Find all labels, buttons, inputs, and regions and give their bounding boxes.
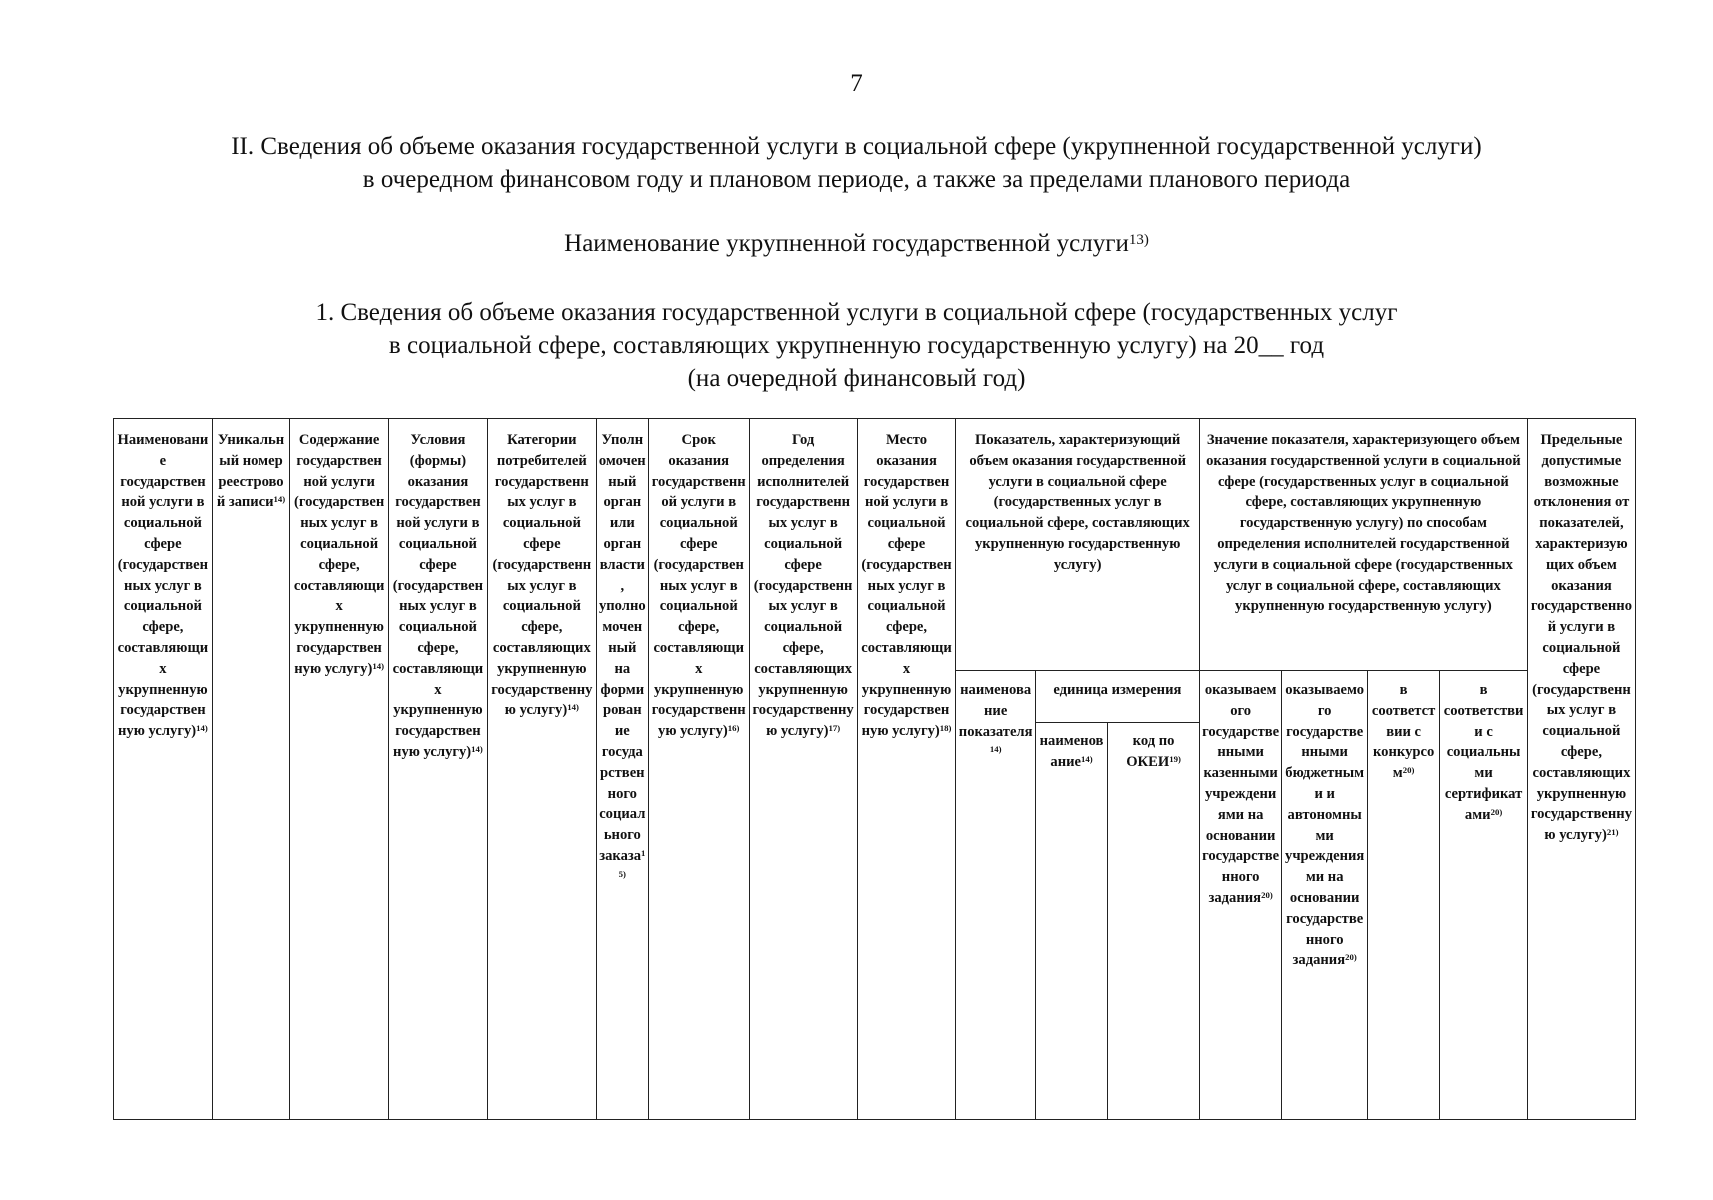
header-value-certificates <box>1440 671 1528 1120</box>
footnote-ref: 14) <box>1080 753 1093 764</box>
header-indicator-group <box>956 419 1199 671</box>
footnote-ref: 14) <box>989 744 1002 755</box>
header-text: Предельные допустимые возможные отклонения от показателей, характеризующих объем оказания государственной услуги в социальной сфере (государственных услуг в социальной сфере, составляющих укрупненную государственную услугу) <box>1530 432 1633 844</box>
header-text: единица измерения <box>1053 682 1182 698</box>
header-text: Срок оказания государственной услуги в социальной сфере (государственных услуг в социальной сфере, составляющих укрупненную государственную услугу) <box>651 432 746 740</box>
footnote-ref: 19) <box>1169 753 1181 764</box>
section-title-line-1: II. Сведения об объеме оказания государственной услуги в социальной сфере (укрупненной государственной услуги) <box>231 133 1482 160</box>
volume-table <box>113 418 1636 1120</box>
footnote-ref: 13) <box>1128 232 1149 249</box>
header-text: Место оказания государственной услуги в социальной сфере (государственных услуг в социальной сфере, составляющих укрупненную государственную услугу) <box>861 432 952 740</box>
footnote-ref: 20) <box>1402 765 1415 776</box>
footnote-ref: 14) <box>471 744 483 755</box>
service-name-label: Наименование укрупненной государственной услуги <box>564 230 1129 257</box>
header-service-content <box>290 419 389 1120</box>
header-text: Значение показателя, характеризующего объем оказания государственной услуги в социальной сфере (государственных услуг в социальной сфере, составляющих укрупненную государственную услугу) по способам определения исполнителей государственной услуги в социальной сфере (государственных услуг в социальной сфере, составляющих укрупненную государственную услугу) <box>1206 432 1521 615</box>
header-text: Уникальный номер реестровой записи <box>216 432 285 511</box>
header-provider-year <box>749 419 857 1120</box>
subsection-title <box>0 296 1713 395</box>
header-consumer-categories <box>487 419 596 1120</box>
section-title <box>0 130 1713 196</box>
footnote-ref: 20) <box>1345 952 1357 963</box>
footnote-ref: 15) <box>618 848 646 879</box>
footnote-ref: 14) <box>273 494 286 505</box>
header-service-term <box>648 419 749 1120</box>
header-unit-code <box>1108 723 1200 1120</box>
header-text: в соответствии с конкурсом <box>1371 682 1436 782</box>
header-unit-group <box>1035 671 1199 723</box>
footnote-ref: 18) <box>939 723 952 734</box>
service-name-heading <box>0 227 1713 260</box>
footnote-ref: 16) <box>727 723 740 734</box>
footnote-ref: 20) <box>1490 806 1503 817</box>
footnote-ref: 14) <box>567 702 579 713</box>
header-text: Показатель, характеризующий объем оказания государственной услуги в социальной сфере (государственных услуг в социальной сфере, составляющих укрупненную государственную услугу) <box>965 432 1190 573</box>
header-text: Уполномоченный орган или орган власти, уполномоченный на формирование государственного социального заказа <box>598 432 646 864</box>
header-value-budget-institutions <box>1282 671 1368 1120</box>
header-service-place <box>857 419 956 1120</box>
header-text: наименование показателя <box>958 682 1033 740</box>
header-text: оказываемого государственными бюджетными и автономными учреждениями на основании государственного задания <box>1285 682 1365 969</box>
header-value-state-institutions <box>1199 671 1282 1120</box>
header-unit-name <box>1035 723 1107 1120</box>
header-text: код по ОКЕИ <box>1126 733 1175 770</box>
page-number: 7 <box>850 70 863 97</box>
header-text: Содержание государственной услуги (государственных услуг в социальной сфере, составляющих укрупненную государственную услугу) <box>293 432 385 677</box>
header-indicator-name <box>956 671 1035 1120</box>
subsection-line-3: (на очередной финансовый год) <box>687 365 1026 392</box>
subsection-line-1: 1. Сведения об объеме оказания государственной услуги в социальной сфере (государственных услуг <box>315 299 1398 326</box>
header-text: в соответствии с социальными сертификатами <box>1443 682 1524 823</box>
footnote-ref: 17) <box>828 723 841 734</box>
header-service-conditions <box>389 419 488 1120</box>
footnote-ref: 14) <box>196 723 208 734</box>
header-allowed-deviation <box>1527 419 1635 1120</box>
header-text: Категории потребителей государственных услуг в социальной сфере (государственных услуг в социальной сфере, составляющих укрупненную государственную услугу) <box>491 432 593 719</box>
header-text: Наименование государственной услуги в социальной сфере (государственных услуг в социальной сфере, составляющих укрупненную государственную услугу) <box>117 432 209 740</box>
subsection-line-2: в социальной сфере, составляющих укрупненную государственную услугу) на 20__ год <box>388 332 1325 359</box>
header-text: наименование <box>1039 733 1104 770</box>
header-text: оказываемого государственными казенными учреждениями на основании государственного задания <box>1202 682 1280 906</box>
header-authorized-body <box>596 419 648 1120</box>
service-name-text <box>564 230 1149 257</box>
header-service-name <box>114 419 213 1120</box>
footnote-ref: 20) <box>1261 890 1273 901</box>
header-text: Условия (формы) оказания государственной услуги в социальной сфере (государственных услуг в социальной сфере, составляющих укрупненную государственную услугу) <box>392 432 484 760</box>
header-value-group <box>1199 419 1527 671</box>
section-title-line-2: в очередном финансовом году и плановом периоде, а также за пределами планового периода <box>362 166 1351 193</box>
footnote-ref: 21) <box>1606 827 1619 838</box>
footnote-ref: 14) <box>372 660 385 671</box>
header-value-competition <box>1367 671 1439 1120</box>
header-text: Год определения исполнителей государственных услуг в социальной сфере (государственных услуг в социальной сфере, составляющих укрупненную государственную услугу) <box>752 432 854 740</box>
header-registry-number <box>212 419 289 1120</box>
